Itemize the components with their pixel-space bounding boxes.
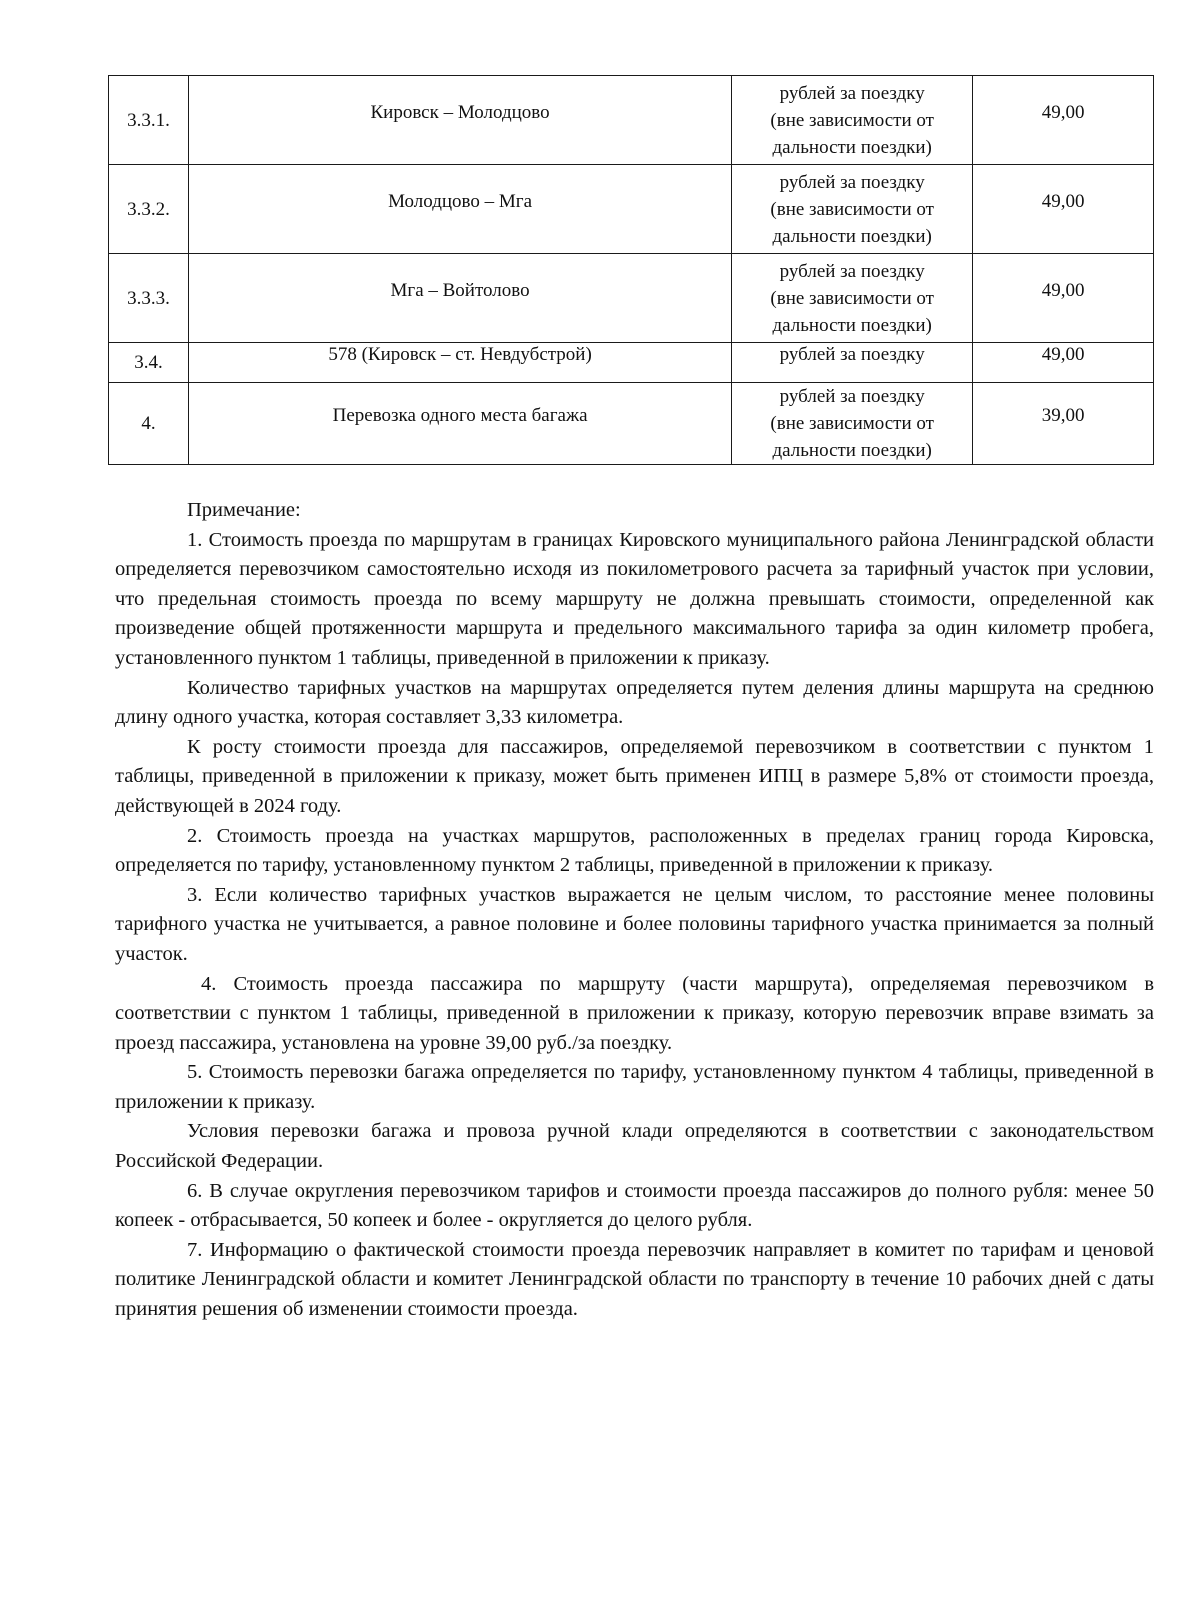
note-paragraph: 7. Информацию о фактической стоимости проезда перевозчик направляет в комитет по тарифам и ценовой политике Ленинградской области и комитет Ленинградской области по транспорту в течение 10 рабочих дней с даты принятия решения об изменении стоимости проезда. xyxy=(115,1238,1154,1321)
row-number: 3.3.3. xyxy=(109,254,189,343)
notes-section xyxy=(115,496,1154,1325)
note-paragraph: 4. Стоимость проезда пассажира по маршруту (части маршрута), определяемая перевозчиком в соответствии с пунктом 1 таблицы, приведенной в приложении к приказу, которую перевозчик вправе взимать за проезд пассажира, установлена на уровне 39,00 руб./за поездку. xyxy=(115,972,1154,1054)
unit-of-measure: рублей за поездку (вне зависимости от дальности поездки) xyxy=(732,383,973,465)
route-name: 578 (Кировск – ст. Невдубстрой) xyxy=(189,343,732,383)
row-number: 3.3.1. xyxy=(109,76,189,165)
route-name: Кировск – Молодцово xyxy=(189,76,732,165)
route-name: Молодцово – Мга xyxy=(189,165,732,254)
note-paragraph: 6. В случае округления перевозчиком тарифов и стоимости проезда пассажиров до полного рубля: менее 50 копеек - отбрасывается, 50 копеек и более - округляется до целого рубля. xyxy=(115,1179,1154,1232)
note-paragraph: Условия перевозки багажа и провоза ручной клади определяются в соответствии с законодательством Российской Федерации. xyxy=(115,1120,1154,1173)
row-number: 3.4. xyxy=(109,343,189,383)
price-value: 49,00 xyxy=(973,165,1154,254)
note-paragraph: Количество тарифных участков на маршрутах определяется путем деления длины маршрута на среднюю длину одного участка, которая составляет 3,33 километра. xyxy=(115,676,1154,729)
price-value: 39,00 xyxy=(973,383,1154,465)
note-paragraph: 5. Стоимость перевозки багажа определяется по тарифу, установленному пунктом 4 таблицы, приведенной в приложении к приказу. xyxy=(115,1061,1154,1113)
note-paragraph: 2. Стоимость проезда на участках маршрутов, расположенных в пределах границ города Кировска, определяется по тарифу, установленному пунктом 2 таблицы, приведенной в приложении к приказу. xyxy=(115,824,1154,877)
route-name: Перевозка одного места багажа xyxy=(189,383,732,465)
note-paragraph: 1. Стоимость проезда по маршрутам в границах Кировского муниципального района Ленинградской области определяется перевозчиком самостоятельно исходя из покилометрового расчета за тарифный участок при условии, что предельная стоимость проезда по всему маршруту не должна превышать стоимости, определенной как произведение общей протяженности маршрута и предельного максимального тарифа за один километр пробега, установленного пунктом 1 таблицы, приведенной в приложении к приказу. xyxy=(115,528,1154,669)
tariff-table xyxy=(108,75,1154,465)
table-row xyxy=(109,165,1154,254)
unit-of-measure: рублей за поездку (вне зависимости от дальности поездки) xyxy=(732,76,973,165)
table-row xyxy=(109,383,1154,465)
route-name: Мга – Войтолово xyxy=(189,254,732,343)
price-value: 49,00 xyxy=(973,254,1154,343)
note-paragraph: К росту стоимости проезда для пассажиров, определяемой перевозчиком в соответствии с пунктом 1 таблицы, приведенной в приложении к приказу, может быть применен ИПЦ в размере 5,8% от стоимости проезда, действующей в 2024 году. xyxy=(115,735,1154,817)
table-row xyxy=(109,254,1154,343)
unit-of-measure: рублей за поездку (вне зависимости от дальности поездки) xyxy=(732,165,973,254)
table-row xyxy=(109,76,1154,165)
price-value: 49,00 xyxy=(973,76,1154,165)
row-number: 3.3.2. xyxy=(109,165,189,254)
row-number: 4. xyxy=(109,383,189,465)
table-row xyxy=(109,343,1154,383)
price-value: 49,00 xyxy=(973,343,1154,383)
notes-heading: Примечание: xyxy=(187,499,301,521)
note-paragraph: 3. Если количество тарифных участков выражается не целым числом, то расстояние менее половины тарифного участка не учитывается, а равное половине и более половины тарифного участка принимается за полный участок. xyxy=(115,883,1154,965)
unit-of-measure: рублей за поездку (вне зависимости от дальности поездки) xyxy=(732,254,973,343)
unit-of-measure: рублей за поездку xyxy=(732,343,973,383)
